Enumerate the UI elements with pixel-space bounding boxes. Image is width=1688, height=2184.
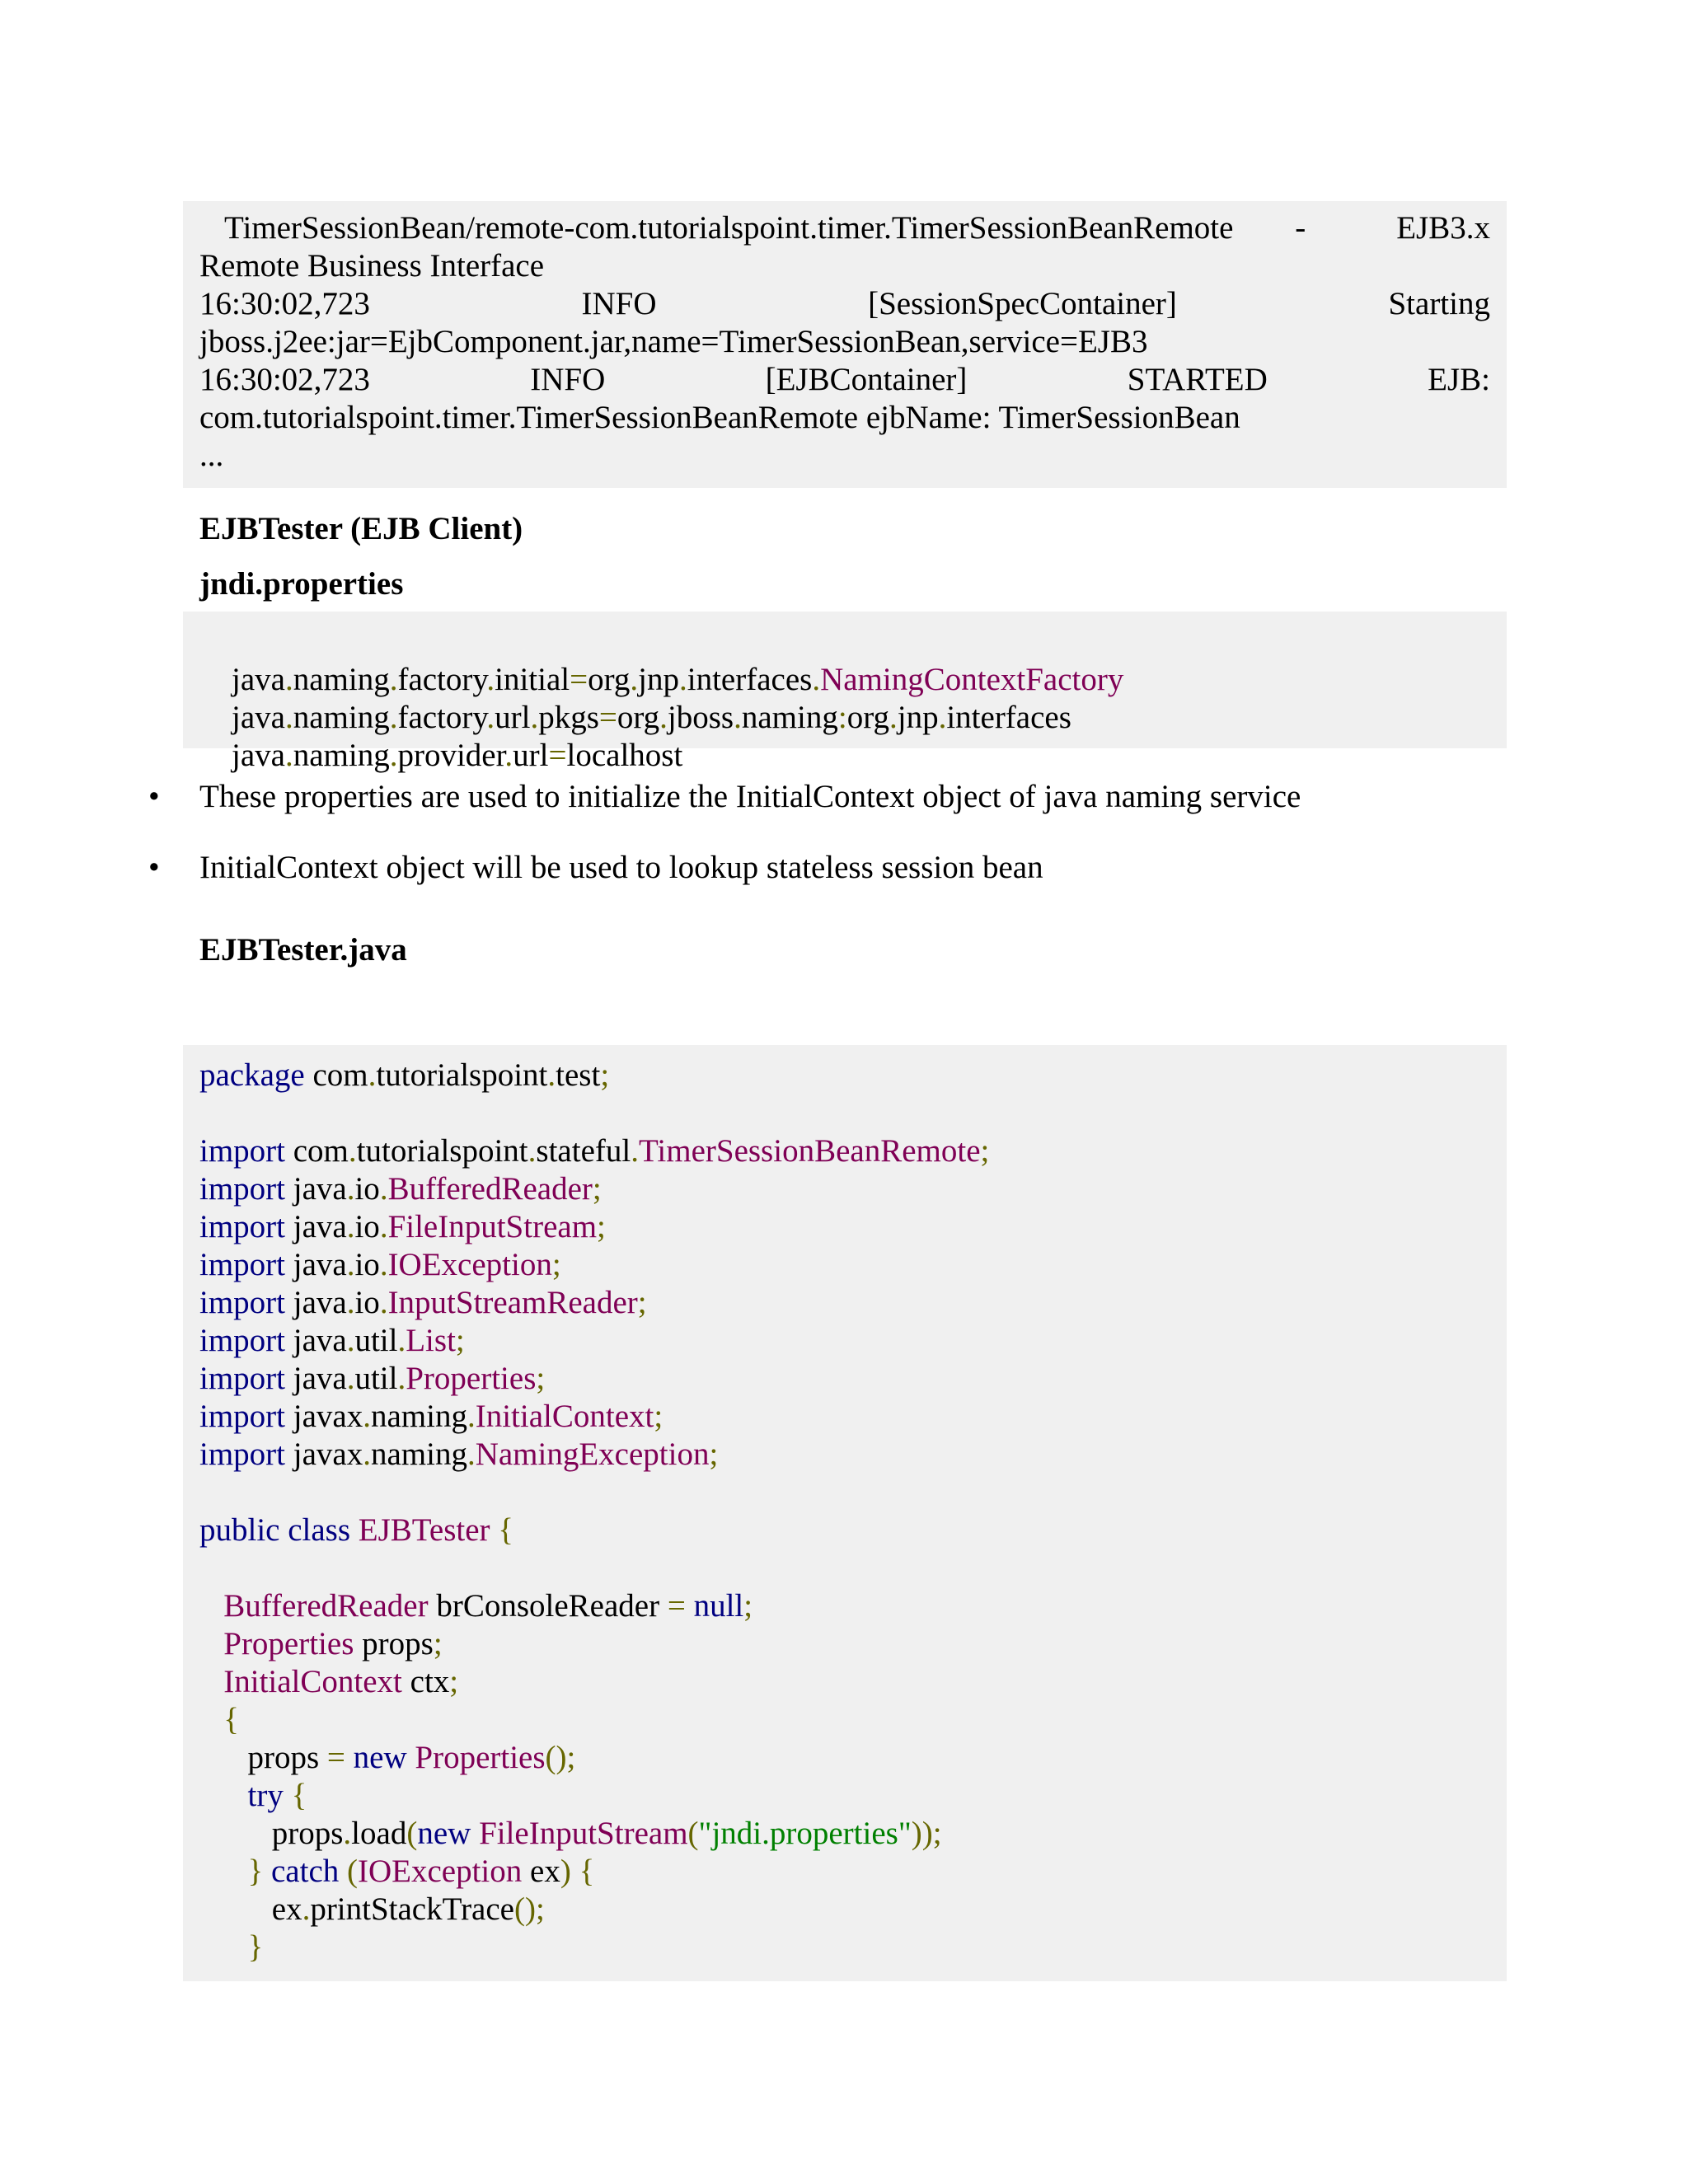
code-token: NamingContextFactory	[820, 662, 1124, 697]
code-token: io	[354, 1171, 380, 1207]
code-token: Properties	[415, 1740, 546, 1775]
heading-ejb-client: EJBTester (EJB Client)	[199, 511, 523, 546]
code-token: url	[513, 738, 549, 773]
code-token	[199, 1664, 223, 1699]
code-token: import	[199, 1247, 285, 1282]
code-token: import	[199, 1323, 285, 1358]
code-token: java	[232, 738, 285, 773]
code-line	[199, 1625, 1490, 1663]
log-line-5	[199, 361, 1490, 399]
code-token: public class	[199, 1512, 351, 1548]
code-token: localhost	[566, 738, 683, 773]
code-token: List	[406, 1323, 456, 1358]
code-token: .	[486, 662, 495, 697]
code-token: .	[938, 700, 947, 735]
code-line	[199, 1587, 1490, 1625]
code-token: .	[379, 1171, 388, 1207]
code-line	[199, 1398, 1490, 1436]
code-token: ;	[980, 1133, 990, 1169]
code-token: .	[346, 1209, 355, 1244]
code-token	[490, 1512, 499, 1548]
code-token: ;	[592, 1171, 602, 1207]
code-line	[199, 1777, 1490, 1815]
log-line-3-source: [SessionSpecContainer]	[868, 286, 1177, 321]
code-token: BufferedReader	[223, 1588, 429, 1624]
code-token: .	[379, 1247, 388, 1282]
code-line	[199, 1132, 1490, 1170]
code-token: org	[846, 700, 889, 735]
jndi-properties-block	[183, 612, 1507, 773]
code-token	[350, 1512, 359, 1548]
code-token: .	[812, 662, 821, 697]
code-token: ;	[455, 1323, 465, 1358]
bullet-dot-icon: •	[148, 850, 160, 885]
log-line-5-time: 16:30:02,723	[199, 362, 370, 397]
code-line	[199, 1853, 1490, 1891]
code-token: .	[389, 738, 398, 773]
code-blank-line	[199, 1549, 1490, 1587]
code-token: EJBTester	[358, 1512, 490, 1548]
code-token: tutorialspoint	[376, 1057, 548, 1093]
code-token: {	[223, 1702, 239, 1737]
code-token: .	[302, 1891, 311, 1927]
log-line-6: com.tutorialspoint.timer.TimerSessionBeanRemote ejbName: TimerSessionBean	[199, 400, 1240, 435]
code-token: .	[486, 700, 495, 735]
code-token: catch	[270, 1854, 340, 1889]
code-token: Properties	[406, 1361, 537, 1396]
code-token: printStackTrace	[310, 1891, 514, 1927]
code-token: new	[353, 1740, 407, 1775]
code-token: java	[285, 1361, 347, 1396]
code-token: naming	[293, 700, 390, 735]
code-token: ;	[449, 1664, 459, 1699]
code-token: InitialContext	[475, 1399, 654, 1434]
code-line	[199, 1360, 1490, 1398]
code-token: ();	[545, 1740, 576, 1775]
code-token: =	[570, 662, 588, 697]
code-token: java	[232, 662, 285, 697]
code-token: .	[346, 1247, 355, 1282]
log-line-7: ...	[199, 438, 224, 473]
code-blank-line	[199, 1094, 1490, 1132]
code-line	[199, 1322, 1490, 1360]
code-token: (	[347, 1854, 358, 1889]
code-line	[199, 1511, 1490, 1549]
code-token: java	[285, 1323, 347, 1358]
bullet-item-1	[148, 778, 1301, 816]
code-token: naming	[293, 662, 390, 697]
code-token: org	[588, 662, 631, 697]
code-token	[407, 1740, 415, 1775]
log-line-1-dash: -	[1295, 210, 1306, 246]
code-token: naming	[370, 1399, 467, 1434]
code-token: package	[199, 1057, 305, 1093]
code-token: factory	[397, 662, 487, 697]
code-token: .	[363, 1399, 371, 1434]
code-token: .	[346, 1171, 355, 1207]
code-token: ;	[637, 1285, 647, 1320]
code-token: .	[284, 700, 293, 735]
code-token: {	[579, 1854, 595, 1889]
code-token: null	[693, 1588, 744, 1624]
code-line	[199, 1929, 1490, 1966]
code-token	[199, 1778, 248, 1813]
code-token: tutorialspoint	[356, 1133, 528, 1169]
log-line-1-left: TimerSessionBean/remote-com.tutorialspoint.timer.TimerSessionBeanRemote	[224, 210, 1234, 246]
log-line-2: Remote Business Interface	[199, 248, 545, 284]
code-token: java	[285, 1171, 347, 1207]
code-token: .	[659, 700, 668, 735]
code-token: Properties	[223, 1626, 354, 1661]
code-token	[471, 1816, 479, 1851]
code-token: .	[379, 1285, 388, 1320]
code-token: .	[547, 1057, 556, 1093]
code-line	[199, 1739, 1490, 1777]
heading-ejbtester-java: EJBTester.java	[199, 932, 407, 968]
code-token: naming	[370, 1436, 467, 1472]
code-token: java	[285, 1247, 347, 1282]
log-line-1	[199, 209, 1490, 247]
code-token: javax	[285, 1436, 363, 1472]
code-token: import	[199, 1209, 285, 1244]
code-token: pkgs	[538, 700, 599, 735]
code-token: test	[556, 1057, 601, 1093]
log-line-5-msg: STARTED	[1127, 362, 1268, 397]
code-token: =	[598, 700, 617, 735]
code-token: ;	[743, 1588, 753, 1624]
code-token	[345, 1740, 354, 1775]
code-token: factory	[397, 700, 487, 735]
code-token: .	[467, 1399, 476, 1434]
code-token	[199, 1929, 248, 1965]
code-token: .	[343, 1816, 352, 1851]
code-token: {	[498, 1512, 514, 1548]
log-line-3-msg: Starting	[1388, 286, 1490, 321]
code-token: (	[687, 1816, 699, 1851]
code-token: }	[247, 1854, 264, 1889]
code-line	[199, 1663, 1490, 1701]
code-token: FileInputStream	[387, 1209, 598, 1244]
bullet-dot-icon: •	[148, 779, 160, 814]
code-token: load	[351, 1816, 407, 1851]
code-token: NamingException	[475, 1436, 710, 1472]
code-token: .	[348, 1133, 357, 1169]
code-token: naming	[293, 738, 390, 773]
code-token: url	[495, 700, 531, 735]
code-line	[199, 1208, 1490, 1246]
code-token: import	[199, 1361, 285, 1396]
code-token: .	[284, 738, 293, 773]
code-token: .	[530, 700, 539, 735]
code-token: javax	[285, 1399, 363, 1434]
log-line-5-tag: EJB:	[1428, 362, 1490, 397]
code-token: new	[417, 1816, 471, 1851]
bullet-item-2	[148, 849, 1043, 887]
code-token	[199, 1854, 248, 1889]
code-line	[199, 1246, 1490, 1284]
code-token: TimerSessionBeanRemote	[638, 1133, 981, 1169]
code-token: jnp	[897, 700, 939, 735]
code-token: stateful	[536, 1133, 631, 1169]
code-token	[686, 1588, 694, 1624]
code-token: util	[354, 1361, 398, 1396]
code-token: .	[346, 1361, 355, 1396]
code-token: ;	[551, 1247, 561, 1282]
code-token	[263, 1854, 271, 1889]
log-line-1-right: EJB3.x	[1396, 210, 1490, 246]
code-line	[199, 1701, 1490, 1739]
code-token: .	[679, 662, 687, 697]
code-token	[339, 1854, 347, 1889]
code-token: .	[631, 1133, 639, 1169]
code-line	[199, 1170, 1490, 1208]
log-output-block	[183, 201, 1507, 488]
code-token: .	[389, 700, 398, 735]
code-token: InitialContext	[223, 1664, 402, 1699]
code-token: io	[354, 1247, 380, 1282]
code-token: ex	[199, 1891, 302, 1927]
code-token: ;	[433, 1626, 443, 1661]
code-token: interfaces	[946, 700, 1071, 735]
code-token: =	[667, 1588, 686, 1624]
code-token: import	[199, 1133, 285, 1169]
code-token: .	[346, 1285, 355, 1320]
code-token: .	[389, 662, 398, 697]
code-token: .	[630, 662, 639, 697]
code-line	[199, 1891, 1490, 1929]
code-token: ;	[654, 1399, 663, 1434]
code-token: .	[528, 1133, 537, 1169]
heading-jndi-properties: jndi.properties	[199, 566, 404, 602]
code-token: java	[285, 1209, 347, 1244]
code-token: props	[199, 1740, 327, 1775]
java-code-block	[183, 1045, 1507, 1981]
log-line-4: jboss.j2ee:jar=EjbComponent.jar,name=TimerSessionBean,service=EJB3	[199, 324, 1148, 359]
code-token: com	[304, 1057, 368, 1093]
code-token: {	[291, 1778, 307, 1813]
code-token: .	[889, 700, 898, 735]
code-token: IOException	[358, 1854, 523, 1889]
log-line-5-source: [EJBContainer]	[765, 362, 968, 397]
code-token: ;	[597, 1209, 606, 1244]
code-token: )	[560, 1854, 571, 1889]
code-token: :	[837, 700, 847, 735]
code-token	[571, 1854, 579, 1889]
code-token: ));	[911, 1816, 942, 1851]
code-token: props	[354, 1626, 434, 1661]
code-token: (	[406, 1816, 418, 1851]
code-token: .	[397, 1361, 406, 1396]
code-token: .	[379, 1209, 388, 1244]
code-token: util	[354, 1323, 398, 1358]
bullet-text-1: These properties are used to initialize the InitialContext object of java naming service	[199, 779, 1301, 814]
code-token: try	[247, 1778, 284, 1813]
log-line-3-level: INFO	[581, 286, 657, 321]
code-token: import	[199, 1399, 285, 1434]
code-token	[199, 1702, 223, 1737]
code-token	[199, 1588, 223, 1624]
log-line-5-level: INFO	[530, 362, 606, 397]
code-token: BufferedReader	[387, 1171, 593, 1207]
code-token: IOException	[387, 1247, 552, 1282]
code-line	[199, 1815, 1490, 1853]
code-token: java	[285, 1285, 347, 1320]
code-token: ;	[709, 1436, 719, 1472]
code-token: ex	[522, 1854, 560, 1889]
code-token: .	[368, 1057, 377, 1093]
code-blank-line	[199, 1474, 1490, 1511]
code-token: jnp	[638, 662, 679, 697]
code-token: import	[199, 1171, 285, 1207]
code-token: InputStreamReader	[387, 1285, 638, 1320]
code-token: naming	[741, 700, 838, 735]
code-token: .	[467, 1436, 476, 1472]
code-token: interfaces	[687, 662, 813, 697]
code-token: import	[199, 1436, 285, 1472]
code-token: jboss	[667, 700, 734, 735]
code-token: import	[199, 1285, 285, 1320]
bullet-text-2: InitialContext object will be used to lookup stateless session bean	[199, 850, 1043, 885]
code-token	[199, 1626, 223, 1661]
code-token: io	[354, 1209, 380, 1244]
code-line	[199, 1436, 1490, 1474]
code-token: ();	[514, 1891, 545, 1927]
code-token: .	[284, 662, 293, 697]
code-token: provider	[397, 738, 505, 773]
code-token: .	[397, 1323, 406, 1358]
code-token: org	[617, 700, 660, 735]
code-token: ;	[600, 1057, 610, 1093]
log-line-3	[199, 285, 1490, 323]
code-token: ;	[536, 1361, 546, 1396]
code-line	[199, 1057, 1490, 1094]
jndi-line-1	[199, 623, 1490, 697]
code-token: "jndi.properties"	[698, 1816, 912, 1851]
code-token: .	[504, 738, 513, 773]
log-line-3-time: 16:30:02,723	[199, 286, 370, 321]
code-token: com	[285, 1133, 349, 1169]
code-line	[199, 1284, 1490, 1322]
code-token: .	[363, 1436, 371, 1472]
code-token: =	[326, 1740, 345, 1775]
code-token: }	[247, 1929, 264, 1965]
code-token: .	[346, 1323, 355, 1358]
code-token: FileInputStream	[479, 1816, 688, 1851]
code-token: .	[734, 700, 742, 735]
code-token: java	[232, 700, 285, 735]
code-token: props	[199, 1816, 344, 1851]
code-token: ctx	[401, 1664, 450, 1699]
code-token	[284, 1778, 292, 1813]
code-token: brConsoleReader	[428, 1588, 668, 1624]
code-token: initial	[495, 662, 570, 697]
code-token: io	[354, 1285, 380, 1320]
code-token: =	[548, 738, 567, 773]
